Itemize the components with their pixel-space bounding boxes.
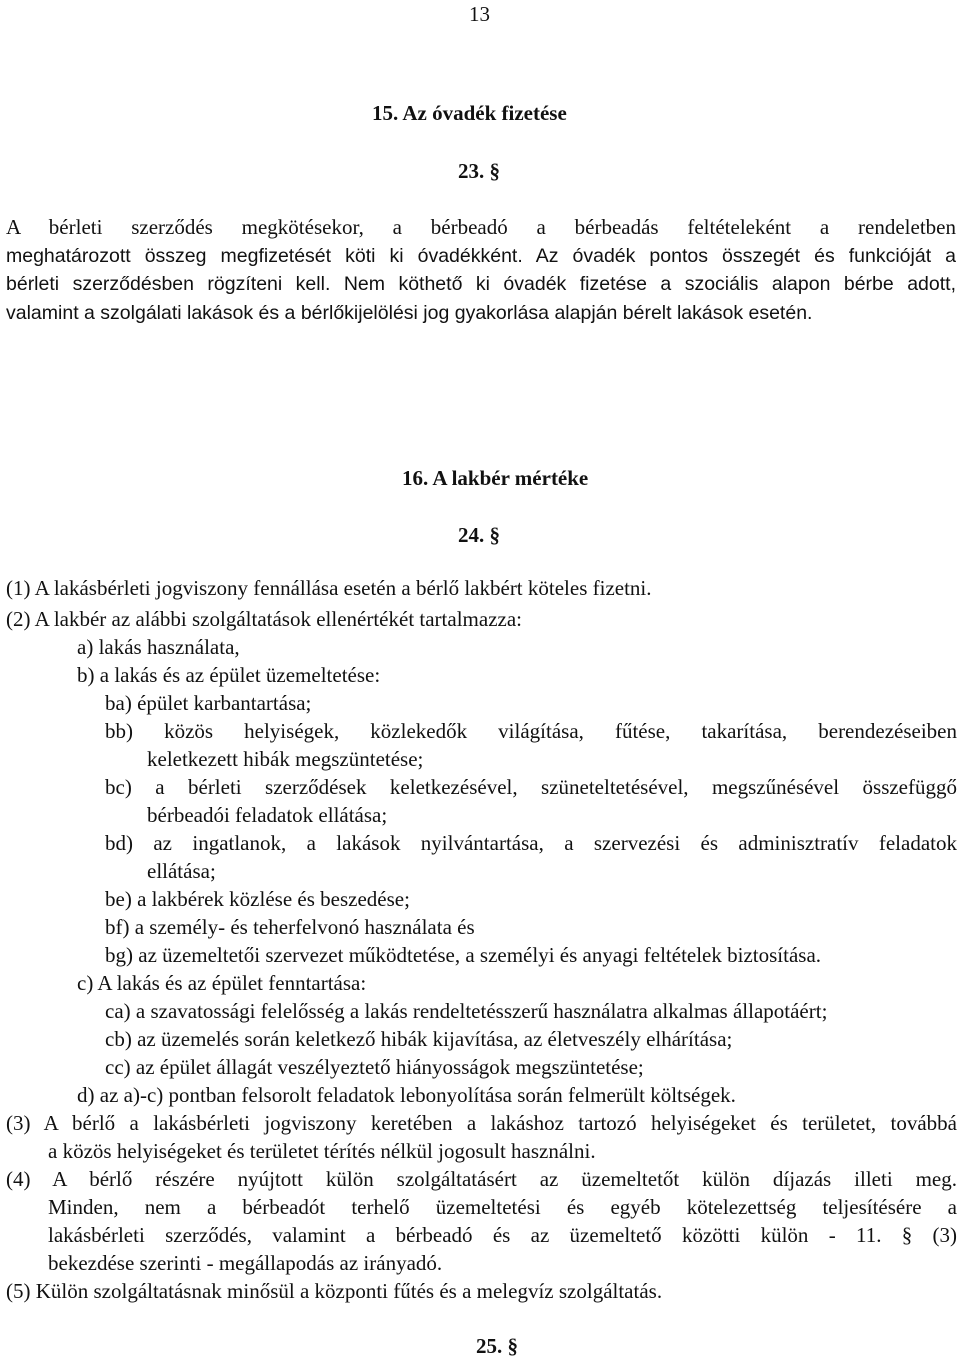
paragraph-line: bekezdése szerinti - megállapodás az irányadó. xyxy=(48,1251,443,1275)
list-item: be) a lakbérek közlése és beszedése; xyxy=(105,887,410,911)
list-item: bc) a bérleti szerződések keletkezésével, szüneteltetésével, megszűnésével összefüggő xyxy=(105,775,957,799)
paragraph-line: (1) A lakásbérleti jogviszony fennállása esetén a bérlő lakbért köteles fizetni. xyxy=(6,576,652,600)
paragraph-line: Minden, nem a bérbeadót terhelő üzemeltetési és egyéb kötelezettség teljesítésére a xyxy=(48,1195,957,1219)
list-item: bd) az ingatlanok, a lakások nyilvántartása, a szervezési és adminisztratív feladatok xyxy=(105,831,957,855)
list-item: ba) épület karbantartása; xyxy=(105,691,312,715)
section-25-number: 25. § xyxy=(476,1334,518,1358)
list-item: c) A lakás és az épület fenntartása: xyxy=(77,971,367,995)
paragraph-line: valamint a szolgálati lakások és a bérlőkijelölési jog gyakorlása alapján bérelt lakások esetén. xyxy=(6,302,813,324)
list-item-continuation: ellátása; xyxy=(147,859,216,883)
page-number: 13 xyxy=(469,2,490,26)
list-item: bb) közös helyiségek, közlekedők világítása, fűtése, takarítása, berendezéseiben xyxy=(105,719,957,743)
paragraph-line: lakásbérleti szerződés, valamint a bérbeadó és az üzemeltető közötti külön - 11. § (3) xyxy=(48,1223,957,1247)
list-item: bg) az üzemeltetői szervezet működtetése, a személyi és anyagi feltételek biztosítása. xyxy=(105,943,822,967)
list-item: ca) a szavatossági felelősség a lakás rendeltetésszerű használatra alkalmas állapotáért; xyxy=(105,999,828,1023)
list-item: cc) az épület állagát veszélyeztető hiányosságok megszüntetése; xyxy=(105,1055,644,1079)
list-item: b) a lakás és az épület üzemeltetése: xyxy=(77,663,381,687)
paragraph-line: bérleti szerződésben rögzíteni kell. Nem köthető ki óvadék fizetése a szociális alapon bérbe adott, xyxy=(6,273,956,295)
paragraph-line: (3) A bérlő a lakásbérleti jogviszony keretében a lakáshoz tartozó helyiségeket és területet, továbbá xyxy=(6,1111,957,1135)
list-item-continuation: keletkezett hibák megszüntetése; xyxy=(147,747,424,771)
paragraph-line: (4) A bérlő részére nyújtott külön szolgáltatásért az üzemeltetőt külön díjazás illeti meg. xyxy=(6,1167,957,1191)
section-23-number: 23. § xyxy=(458,159,500,183)
list-item-continuation: bérbeadói feladatok ellátása; xyxy=(147,803,388,827)
section-24-number: 24. § xyxy=(458,523,500,547)
paragraph-line: a közös helyiségeket és területet térítés nélkül jogosult használni. xyxy=(48,1139,596,1163)
paragraph-line: (2) A lakbér az alábbi szolgáltatások ellenértékét tartalmazza: xyxy=(6,607,522,631)
paragraph-line: (5) Külön szolgáltatásnak minősül a központi fűtés és a melegvíz szolgáltatás. xyxy=(6,1279,663,1303)
list-item: cb) az üzemelés során keletkező hibák kijavítása, az életveszély elhárítása; xyxy=(105,1027,733,1051)
section-15-title: 15. Az óvadék fizetése xyxy=(372,101,567,125)
list-item: d) az a)-c) pontban felsorolt feladatok lebonyolítása során felmerült költségek. xyxy=(77,1083,736,1107)
list-item: bf) a személy- és teherfelvonó használata és xyxy=(105,915,475,939)
section-16-title: 16. A lakbér mértéke xyxy=(402,466,589,490)
list-item: a) lakás használata, xyxy=(77,635,240,659)
paragraph-line: A bérleti szerződés megkötésekor, a bérbeadó a bérbeadás feltételeként a rendeletben xyxy=(6,215,956,239)
paragraph-line: meghatározott összeg megfizetését köti ki óvadékként. Az óvadék pontos összegét és funkcióját a xyxy=(6,245,956,267)
